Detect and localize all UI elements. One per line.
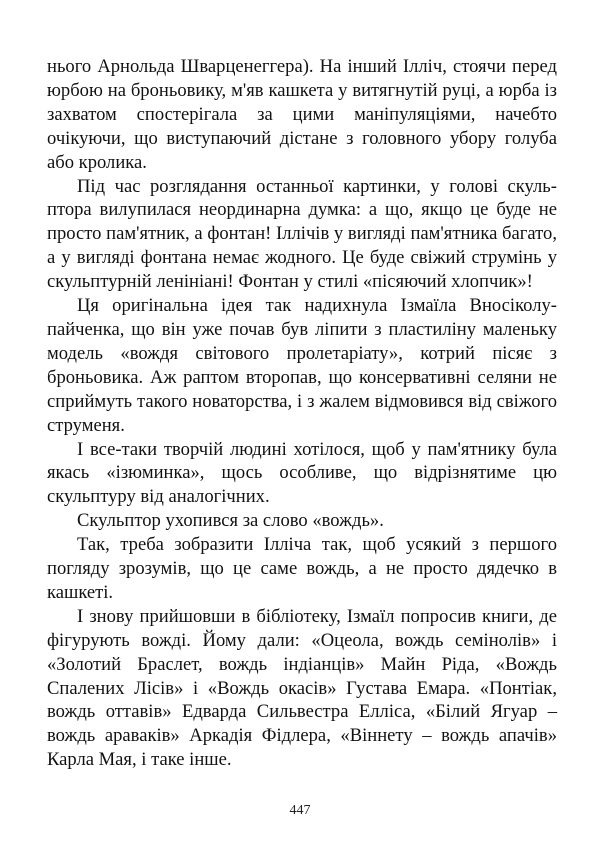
paragraph-5: Скульптор ухопився за слово «вождь». <box>77 510 384 532</box>
paragraph-6: Так, треба зобразити Ілліча так, щоб усякий з першого погляду зрозумів, що це саме вождь, а не просто дядечко в кашкеті. <box>47 534 557 603</box>
paragraph-4: І все-таки творчій людині хотілося, щоб у пам'ятнику була якась «ізюминка», щось особливе, що відрізнятиме цю скульптуру від аналогічних. <box>47 438 557 508</box>
paragraph-2: Під час розглядання останньої картинки, у голові скульптора вилупилася неординарна думка: а що, якщо це буде не просто пам'ятник, а фонтан! Іллічів у вигляді пам'ятника багато, а у вигляді фонтана немає жодного. Це буде свіжий струмінь у скульптурній ленініані! Фонтан у стилі «пісяючий хлопчик»! <box>47 175 557 293</box>
page-body <box>47 55 557 772</box>
page-number: 447 <box>289 803 311 818</box>
paragraph-3: Ця оригінальна ідея так надихнула Ізмаїла Вносіколупайченка, що він уже почав був ліпити з пластиліну маленьку модель «вождя світового пролетаріату», котрий пісяє з броньовика. Аж раптом второпав, що консервативні селяни не сприймуть такого новаторства, і з жалем відмовився від свіжого струменя. <box>47 295 557 436</box>
paragraph-1: нього Арнольда Шварценеггера). На інший Ілліч, стоячи перед юрбою на броньовику, м'яв кашкета у витягнутій руці, а юрба із захватом спостерігала за цими маніпуляціями, начебто очікуючи, що виступаючий дістане з головного убору голуба або кролика. <box>47 56 557 173</box>
paragraph-7: І знову прийшовши в бібліотеку, Ізмаїл попросив книги, де фігурують вожді. Йому дали: «Оцеола, вождь семінолів» і «Золотий Браслет, вождь індіанців» Майн Ріда, «Вождь Спалених Лісів» і «Вождь окасів» Густава Емара. «Понтіак, вождь оттавів» Едварда Сильвестра Елліса, «Білий Ягуар – вождь араваків» Аркадія Фідлера, «Віннету – вождь апачів» Карла Мая, і таке інше. <box>47 605 557 771</box>
